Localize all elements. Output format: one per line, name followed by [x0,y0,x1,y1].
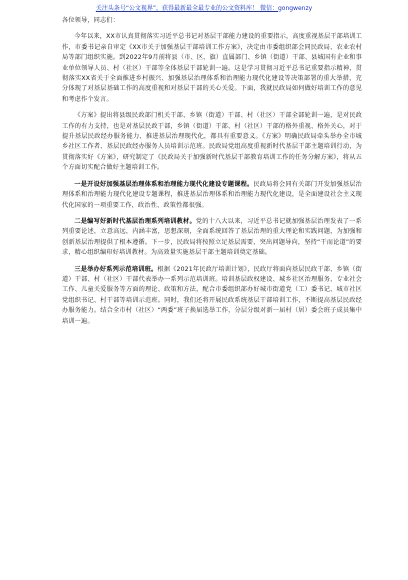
paragraph-plan: 《方案》提出将县级民政部门机关干部、乡镇（街道）干部、村（社区）干部全部轮训一遍，是对民政工作的有力支持，也是对基层民政干部，乡镇（街道）干部、村（社区）干部的格外重视、格外关心，对于提升基层民政经办服务能力、推进基层治理现代化，都具有重要意义。《方案》明确民政局牵头举办全市城乡社区工作者、基层民政经办服务人员培训示范班。民政局党组高度重视新时代基层干部主题培训行动，为贯彻落实好《方案》，研究制定了《民政局关于加强新时代基层干部教育培训工作的任务分解方案》，将从五个方面切实配合做好主题培训工作。 [62,112,362,172]
section-three-heading: 三是举办好系列示范培训班。 [74,265,158,273]
salutation: 各位领导，同志们： [62,17,120,24]
banner-wechat-id: gongwenzy [277,5,313,12]
section-three [62,265,362,327]
section-three-body: 根据《2021年民政厅培训计划》，民政厅将面向基层民政干部、乡镇（街道）干部、村（社区）干部代表举办一系列示范培训班。培训基层政权建设、城乡社区治理服务、专业社会工作、儿童关爱服务等方面的理论、政策和方法，配合市委组织部办好城市街道党（工）委书记、城市社区党组织书记、村干部等培训示范班。同时，我们还将开展民政系统基层干部培训工作，不断提高基层民政经办服务能力。结合全市村（社区）“两委”班子换届选举工作，分层分级对新一届村（居）委会班子成员集中培训一遍。 [62,265,362,325]
paragraph-intro: 今年以来，XX市认真贯彻落实习近平总书记对基层干部能力建设的重要指示，高度重视基层干部培训工作，市委书记亲自审定《XX市关于加强基层干部培训工作方案》，决定由市委组织部会同民政局、农业农村局等部门组织实施。到2022年9月前将县（市、区、旗）直属部门、乡镇（街道）干部、县城国有企业和事业单位领导人员、村（社区）干部等全体基层干部轮训一遍。这是学习贯彻习近平总书记重要指示精神，贯彻落实XX省关于全面推进乡村振兴、加强基层治理体系和治理能力现代化建设等决策部署的重大举措，充分体现了对基层基础工作的高度重视和对基层干部的关心关爱。下面，我就民政局如何做好培训工作的意见和考虑作个发言。 [62,33,363,103]
section-one [62,180,362,211]
section-two-body: 党的十八大以来，习近平总书记就加强基层治理发表了一系列重要论述，立意高远，内涵丰富，思想深刻，全面系统回答了基层治理的重大理论和实践问题，为加强和创新基层治理提供了根本遵循。下一步，民政局将按照立足基层需要、突出问题导向，坚持“干而论道”的要求，精心组织编印好培训教材。为高效量实施基层干部主题培训奠定基础。 [62,217,362,257]
header-banner [0,5,408,13]
section-two [62,217,362,259]
section-two-heading: 二是编写好新时代基层治理系列培训教材。 [74,217,196,225]
document-body [62,16,362,327]
banner-link[interactable]: 关注头条号“公文视界”，获得最新最全最专业的公文资料库！ 微信： [95,5,278,12]
section-one-body: 民政局将会同有关部门开发加强基层治理体系和治理能力现代化建设专题课程，推进基层治理体系和治理能力现代化建设，是全面建设社会主义现代化国家的一项重要工作，政治性、政策性都很强。 [62,180,362,209]
section-one-heading: 一是开设好加强基层治理体系和治理能力现代化建设专题课程。 [74,180,254,188]
